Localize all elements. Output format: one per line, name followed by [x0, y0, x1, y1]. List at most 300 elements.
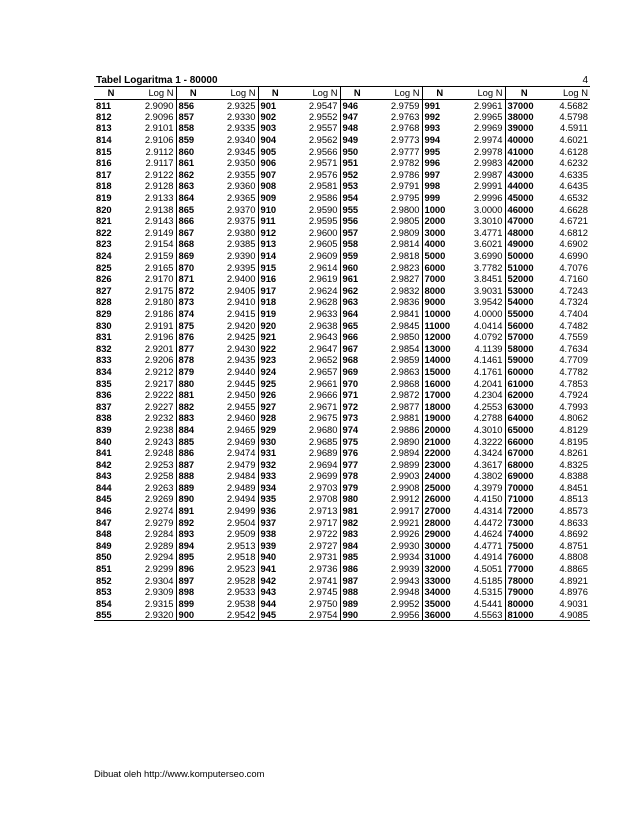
number-cell: 986 — [340, 563, 374, 575]
number-cell: 40000 — [505, 134, 543, 146]
table-row — [94, 470, 590, 482]
log-value-cell: 2.9440 — [226, 365, 256, 377]
number-cell: 816 — [96, 157, 112, 169]
number-cell: 6000 — [422, 261, 457, 273]
number-cell: 832 — [96, 342, 112, 354]
number-cell: 973 — [340, 412, 374, 424]
log-value-cell: 2.9809 — [390, 226, 420, 238]
number-cell: 934 — [258, 482, 292, 494]
number-cell: 955 — [340, 203, 374, 215]
log-value-cell: 4.8195 — [559, 435, 588, 447]
number-cell: 32000 — [422, 563, 457, 575]
log-value-cell: 4.6628 — [559, 203, 588, 215]
log-value-cell: 2.9708 — [308, 493, 338, 505]
number-cell: 916 — [258, 273, 292, 285]
footer-credit: Dibuat oleh http://www.komputerseo.com — [94, 768, 265, 779]
column-header: N — [422, 87, 457, 99]
number-cell: 78000 — [505, 574, 543, 586]
log-value-cell: 2.9859 — [390, 354, 420, 366]
number-cell: 944 — [258, 598, 292, 610]
number-cell: 952 — [340, 169, 374, 181]
number-cell: 20000 — [422, 424, 457, 436]
number-cell: 957 — [340, 227, 374, 239]
number-cell: 993 — [422, 122, 457, 134]
number-cell: 881 — [176, 389, 210, 401]
log-value-cell: 2.9854 — [390, 342, 420, 354]
log-value-cell: 2.9365 — [226, 192, 256, 204]
log-value-cell: 2.9335 — [226, 122, 256, 134]
log-value-cell: 2.9638 — [308, 319, 338, 331]
log-value-cell: 4.1761 — [473, 365, 503, 377]
log-value-cell: 2.9671 — [308, 400, 338, 412]
column-header: N — [258, 87, 292, 99]
number-cell: 886 — [176, 447, 210, 459]
log-value-cell: 2.9647 — [308, 342, 338, 354]
number-cell: 854 — [96, 597, 112, 609]
log-value-cell: 4.7634 — [559, 342, 588, 354]
table-row — [94, 609, 590, 621]
number-cell: 44000 — [505, 180, 543, 192]
number-cell: 873 — [176, 296, 210, 308]
log-value-cell: 2.9479 — [226, 458, 256, 470]
number-cell: 897 — [176, 574, 210, 586]
table-row — [94, 574, 590, 586]
log-value-cell: 2.9518 — [226, 551, 256, 563]
number-cell: 51000 — [505, 261, 543, 273]
number-cell: 3000 — [422, 227, 457, 239]
table-row — [94, 331, 590, 343]
number-cell: 65000 — [505, 424, 543, 436]
number-cell: 871 — [176, 273, 210, 285]
log-value-cell: 2.9133 — [144, 192, 174, 204]
log-value-cell: 2.9196 — [144, 331, 174, 343]
number-cell: 74000 — [505, 528, 543, 540]
table-row — [94, 238, 590, 250]
number-cell: 875 — [176, 319, 210, 331]
log-value-cell: 4.1139 — [474, 342, 503, 354]
number-cell: 76000 — [505, 551, 543, 563]
log-value-cell: 2.9274 — [144, 505, 174, 517]
log-value-cell: 2.9186 — [144, 307, 174, 319]
log-value-cell: 4.7924 — [559, 389, 588, 401]
log-value-cell: 2.9562 — [308, 134, 338, 146]
log-value-cell: 4.3424 — [473, 447, 503, 459]
log-value-cell: 2.9222 — [144, 389, 174, 401]
number-cell: 833 — [96, 354, 112, 366]
log-value-cell: 3.3010 — [473, 215, 503, 227]
number-cell: 987 — [340, 574, 374, 586]
number-cell: 69000 — [505, 470, 543, 482]
number-cell: 77000 — [505, 563, 543, 575]
log-value-cell: 4.8129 — [559, 423, 588, 435]
number-cell: 928 — [258, 412, 292, 424]
log-value-cell: 4.8325 — [559, 458, 588, 470]
log-value-cell: 2.9881 — [390, 412, 420, 424]
number-cell: 817 — [96, 168, 112, 180]
number-cell: 16000 — [422, 377, 457, 389]
logarithm-table — [94, 87, 590, 621]
log-value-cell: 2.9450 — [226, 389, 256, 401]
table-row — [94, 458, 590, 470]
number-cell: 942 — [258, 574, 292, 586]
log-value-cell: 2.9628 — [308, 296, 338, 308]
log-value-cell: 2.9170 — [144, 273, 174, 285]
log-value-cell: 4.5051 — [473, 563, 503, 575]
log-value-cell: 4.8062 — [559, 412, 588, 424]
number-cell: 954 — [340, 192, 374, 204]
table-row — [94, 192, 590, 204]
number-cell: 917 — [258, 285, 292, 297]
log-value-cell: 2.9435 — [226, 354, 256, 366]
column-header: N — [340, 87, 374, 99]
number-cell: 890 — [176, 493, 210, 505]
column-header: Log N — [128, 87, 176, 99]
number-cell: 846 — [96, 505, 112, 517]
log-value-cell: 2.9552 — [308, 110, 338, 122]
number-cell: 838 — [96, 412, 112, 424]
log-value-cell: 2.9248 — [144, 447, 174, 459]
table-row — [94, 169, 590, 181]
number-cell: 54000 — [505, 296, 543, 308]
log-value-cell: 4.8388 — [559, 470, 588, 482]
log-value-cell: 2.9542 — [210, 609, 258, 621]
number-cell: 969 — [340, 366, 374, 378]
log-value-cell: 2.9460 — [226, 412, 256, 424]
log-value-cell: 2.9908 — [390, 481, 420, 493]
number-cell: 12000 — [422, 331, 457, 343]
log-value-cell: 2.9763 — [390, 110, 420, 122]
number-cell: 949 — [340, 134, 374, 146]
log-value-cell: 2.9685 — [308, 435, 338, 447]
number-cell: 38000 — [505, 111, 543, 123]
table-row — [94, 227, 590, 239]
table-row — [94, 551, 590, 563]
log-value-cell: 2.9269 — [144, 493, 174, 505]
number-cell: 843 — [96, 470, 112, 482]
log-value-cell: 4.9031 — [559, 597, 588, 609]
number-cell: 72000 — [505, 505, 543, 517]
number-cell: 961 — [340, 273, 374, 285]
log-value-cell: 2.9609 — [308, 250, 338, 262]
number-cell: 941 — [258, 563, 292, 575]
log-value-cell: 4.7853 — [559, 377, 588, 389]
number-cell: 911 — [258, 215, 292, 227]
log-value-cell: 2.9818 — [390, 250, 420, 262]
log-value-cell: 4.6232 — [559, 157, 588, 169]
number-cell: 13000 — [422, 342, 457, 354]
log-value-cell: 4.8513 — [559, 493, 588, 505]
number-cell: 5000 — [422, 250, 457, 262]
number-cell: 995 — [422, 145, 457, 157]
number-cell: 26000 — [422, 493, 457, 505]
number-cell: 49000 — [505, 238, 543, 250]
number-cell: 858 — [176, 122, 210, 134]
number-cell: 61000 — [505, 377, 543, 389]
log-value-cell: 4.3222 — [473, 435, 503, 447]
table-row — [94, 540, 590, 552]
number-cell: 937 — [258, 516, 292, 528]
log-value-cell: 2.9571 — [308, 157, 338, 169]
log-value-cell: 2.9827 — [390, 273, 420, 285]
number-cell: 931 — [258, 447, 292, 459]
number-cell: 996 — [422, 157, 457, 169]
log-value-cell: 2.9159 — [144, 250, 174, 262]
number-cell: 908 — [258, 180, 292, 192]
number-cell: 8000 — [422, 285, 457, 297]
number-cell: 892 — [176, 516, 210, 528]
log-value-cell: 2.9917 — [390, 505, 420, 517]
log-value-cell: 4.8976 — [559, 586, 588, 598]
log-value-cell: 2.9987 — [473, 168, 503, 180]
number-cell: 998 — [422, 180, 457, 192]
log-value-cell: 2.9600 — [308, 226, 338, 238]
number-cell: 28000 — [422, 516, 457, 528]
log-value-cell: 2.9805 — [390, 215, 420, 227]
log-value-cell: 2.9713 — [308, 505, 338, 517]
table-row — [94, 215, 590, 227]
number-cell: 836 — [96, 389, 112, 401]
number-cell: 985 — [340, 551, 374, 563]
log-value-cell: 2.9903 — [390, 470, 420, 482]
log-value-cell: 4.4771 — [473, 539, 503, 551]
log-value-cell: 2.9886 — [390, 423, 420, 435]
log-value-cell: 4.5911 — [560, 122, 588, 134]
log-value-cell: 2.9731 — [308, 551, 338, 563]
number-cell: 962 — [340, 285, 374, 297]
page-number: 4 — [582, 75, 588, 86]
log-value-cell: 2.9736 — [308, 563, 338, 575]
log-value-cell: 2.9782 — [390, 157, 420, 169]
number-cell: 31000 — [422, 551, 457, 563]
number-cell: 828 — [96, 296, 112, 308]
log-value-cell: 4.7993 — [559, 400, 588, 412]
log-value-cell: 2.9489 — [226, 481, 256, 493]
number-cell: 46000 — [505, 203, 543, 215]
number-cell: 984 — [340, 540, 374, 552]
number-cell: 52000 — [505, 273, 543, 285]
number-cell: 825 — [96, 261, 112, 273]
number-cell: 37000 — [505, 99, 543, 111]
number-cell: 997 — [422, 169, 457, 181]
log-value-cell: 2.9320 — [128, 609, 176, 621]
number-cell: 976 — [340, 447, 374, 459]
log-value-cell: 2.9279 — [144, 516, 174, 528]
number-cell: 50000 — [505, 250, 543, 262]
number-cell: 35000 — [422, 598, 457, 610]
log-value-cell: 2.9624 — [308, 284, 338, 296]
number-cell: 965 — [340, 319, 374, 331]
number-cell: 25000 — [422, 482, 457, 494]
log-value-cell: 4.8633 — [559, 516, 588, 528]
log-value-cell: 4.7076 — [559, 261, 588, 273]
number-cell: 834 — [96, 365, 112, 377]
number-cell: 868 — [176, 238, 210, 250]
log-value-cell: 2.9112 — [145, 145, 174, 157]
log-value-cell: 2.9894 — [390, 447, 420, 459]
title-bar — [94, 73, 590, 87]
log-value-cell: 2.9703 — [308, 481, 338, 493]
log-value-cell: 4.5563 — [457, 609, 505, 621]
log-value-cell: 2.9149 — [144, 226, 174, 238]
log-value-cell: 2.9832 — [390, 284, 420, 296]
log-value-cell: 4.3617 — [473, 458, 503, 470]
log-value-cell: 2.9868 — [390, 377, 420, 389]
table-body — [94, 99, 590, 621]
log-value-cell: 2.9217 — [144, 377, 174, 389]
log-value-cell: 4.7160 — [559, 273, 588, 285]
log-value-cell: 2.9948 — [390, 586, 420, 598]
number-cell: 880 — [176, 377, 210, 389]
log-value-cell: 3.4771 — [473, 226, 503, 238]
number-cell: 936 — [258, 505, 292, 517]
number-cell: 33000 — [422, 574, 457, 586]
table-row — [94, 273, 590, 285]
number-cell: 888 — [176, 470, 210, 482]
log-value-cell: 4.7404 — [559, 307, 588, 319]
number-cell: 902 — [258, 111, 292, 123]
number-cell: 933 — [258, 470, 292, 482]
number-cell: 999 — [422, 192, 457, 204]
number-cell: 924 — [258, 366, 292, 378]
log-value-cell: 2.9745 — [308, 586, 338, 598]
log-value-cell: 2.9675 — [308, 412, 338, 424]
log-value-cell: 4.4314 — [473, 505, 503, 517]
log-value-cell: 4.6532 — [559, 192, 588, 204]
log-value-cell: 4.7243 — [559, 284, 588, 296]
log-value-cell: 2.9961 — [473, 99, 503, 111]
number-cell: 926 — [258, 389, 292, 401]
log-value-cell: 4.8451 — [559, 481, 588, 493]
number-cell: 41000 — [505, 145, 543, 157]
number-cell: 848 — [96, 528, 112, 540]
log-value-cell: 2.9661 — [308, 377, 338, 389]
log-value-cell: 2.9513 — [226, 539, 256, 551]
number-cell: 48000 — [505, 227, 543, 239]
log-value-cell: 2.9795 — [390, 192, 420, 204]
log-value-cell: 2.9547 — [308, 99, 338, 111]
number-cell: 869 — [176, 250, 210, 262]
log-value-cell: 4.2553 — [473, 400, 503, 412]
log-value-cell: 2.9360 — [226, 180, 256, 192]
log-value-cell: 2.9996 — [473, 192, 503, 204]
table-row — [94, 505, 590, 517]
log-value-cell: 2.9263 — [144, 481, 174, 493]
number-cell: 9000 — [422, 296, 457, 308]
number-cell: 966 — [340, 331, 374, 343]
log-value-cell: 2.9595 — [308, 215, 338, 227]
log-value-cell: 2.9974 — [473, 134, 503, 146]
log-value-cell: 2.9741 — [308, 574, 338, 586]
log-value-cell: 2.9201 — [144, 342, 174, 354]
log-value-cell: 4.4472 — [473, 516, 503, 528]
log-value-cell: 4.2788 — [473, 412, 503, 424]
number-cell: 81000 — [505, 609, 543, 621]
log-value-cell: 2.9614 — [308, 261, 338, 273]
number-cell: 865 — [176, 203, 210, 215]
table-row — [94, 493, 590, 505]
log-value-cell: 4.0414 — [473, 319, 503, 331]
number-cell: 73000 — [505, 516, 543, 528]
number-cell: 47000 — [505, 215, 543, 227]
log-value-cell: 2.9528 — [226, 574, 256, 586]
number-cell: 930 — [258, 435, 292, 447]
log-value-cell: 4.4150 — [473, 493, 503, 505]
number-cell: 882 — [176, 400, 210, 412]
log-value-cell: 2.9469 — [226, 435, 256, 447]
log-value-cell: 2.9930 — [390, 539, 420, 551]
log-value-cell: 4.3010 — [473, 423, 503, 435]
table-row — [94, 261, 590, 273]
number-cell: 10000 — [422, 308, 457, 320]
table-row — [94, 122, 590, 134]
number-cell: 822 — [96, 226, 112, 238]
log-value-cell: 2.9759 — [390, 99, 420, 111]
number-cell: 974 — [340, 424, 374, 436]
log-value-cell: 2.9694 — [308, 458, 338, 470]
number-cell: 30000 — [422, 540, 457, 552]
number-cell: 2000 — [422, 215, 457, 227]
number-cell: 24000 — [422, 470, 457, 482]
number-cell: 963 — [340, 296, 374, 308]
log-value-cell: 2.9921 — [390, 516, 420, 528]
number-cell: 900 — [176, 609, 210, 621]
log-value-cell: 2.9523 — [226, 563, 256, 575]
number-cell: 945 — [258, 609, 292, 621]
log-value-cell: 2.9395 — [226, 261, 256, 273]
number-cell: 850 — [96, 551, 112, 563]
number-cell: 59000 — [505, 354, 543, 366]
log-value-cell: 2.9754 — [292, 609, 340, 621]
log-value-cell: 4.7324 — [559, 296, 588, 308]
log-value-cell: 2.9355 — [226, 168, 256, 180]
log-value-cell: 2.9138 — [144, 203, 174, 215]
number-cell: 844 — [96, 481, 112, 493]
number-cell: 826 — [96, 273, 112, 285]
log-value-cell: 4.4624 — [473, 528, 503, 540]
number-cell: 863 — [176, 180, 210, 192]
number-cell: 852 — [96, 574, 112, 586]
number-cell: 932 — [258, 458, 292, 470]
log-table-sheet — [94, 73, 590, 621]
log-value-cell: 2.9841 — [390, 307, 420, 319]
log-value-cell: 4.8261 — [559, 447, 588, 459]
log-value-cell: 4.5315 — [473, 586, 503, 598]
number-cell: 18000 — [422, 400, 457, 412]
log-value-cell: 2.9699 — [308, 470, 338, 482]
number-cell: 79000 — [505, 586, 543, 598]
number-cell: 878 — [176, 354, 210, 366]
number-cell: 835 — [96, 377, 112, 389]
number-cell: 857 — [176, 111, 210, 123]
log-value-cell: 2.9175 — [144, 284, 174, 296]
log-value-cell: 2.9943 — [390, 574, 420, 586]
number-cell: 983 — [340, 528, 374, 540]
log-value-cell: 4.5798 — [559, 110, 588, 122]
log-value-cell: 2.9689 — [308, 447, 338, 459]
number-cell: 989 — [340, 598, 374, 610]
table-row — [94, 598, 590, 610]
number-cell: 823 — [96, 238, 112, 250]
number-cell: 862 — [176, 169, 210, 181]
number-cell: 849 — [96, 539, 112, 551]
log-value-cell: 3.9031 — [473, 284, 503, 296]
number-cell: 22000 — [422, 447, 457, 459]
column-header: Log N — [374, 87, 422, 99]
number-cell: 23000 — [422, 458, 457, 470]
number-cell: 894 — [176, 540, 210, 552]
log-value-cell: 2.9420 — [226, 319, 256, 331]
number-cell: 14000 — [422, 354, 457, 366]
